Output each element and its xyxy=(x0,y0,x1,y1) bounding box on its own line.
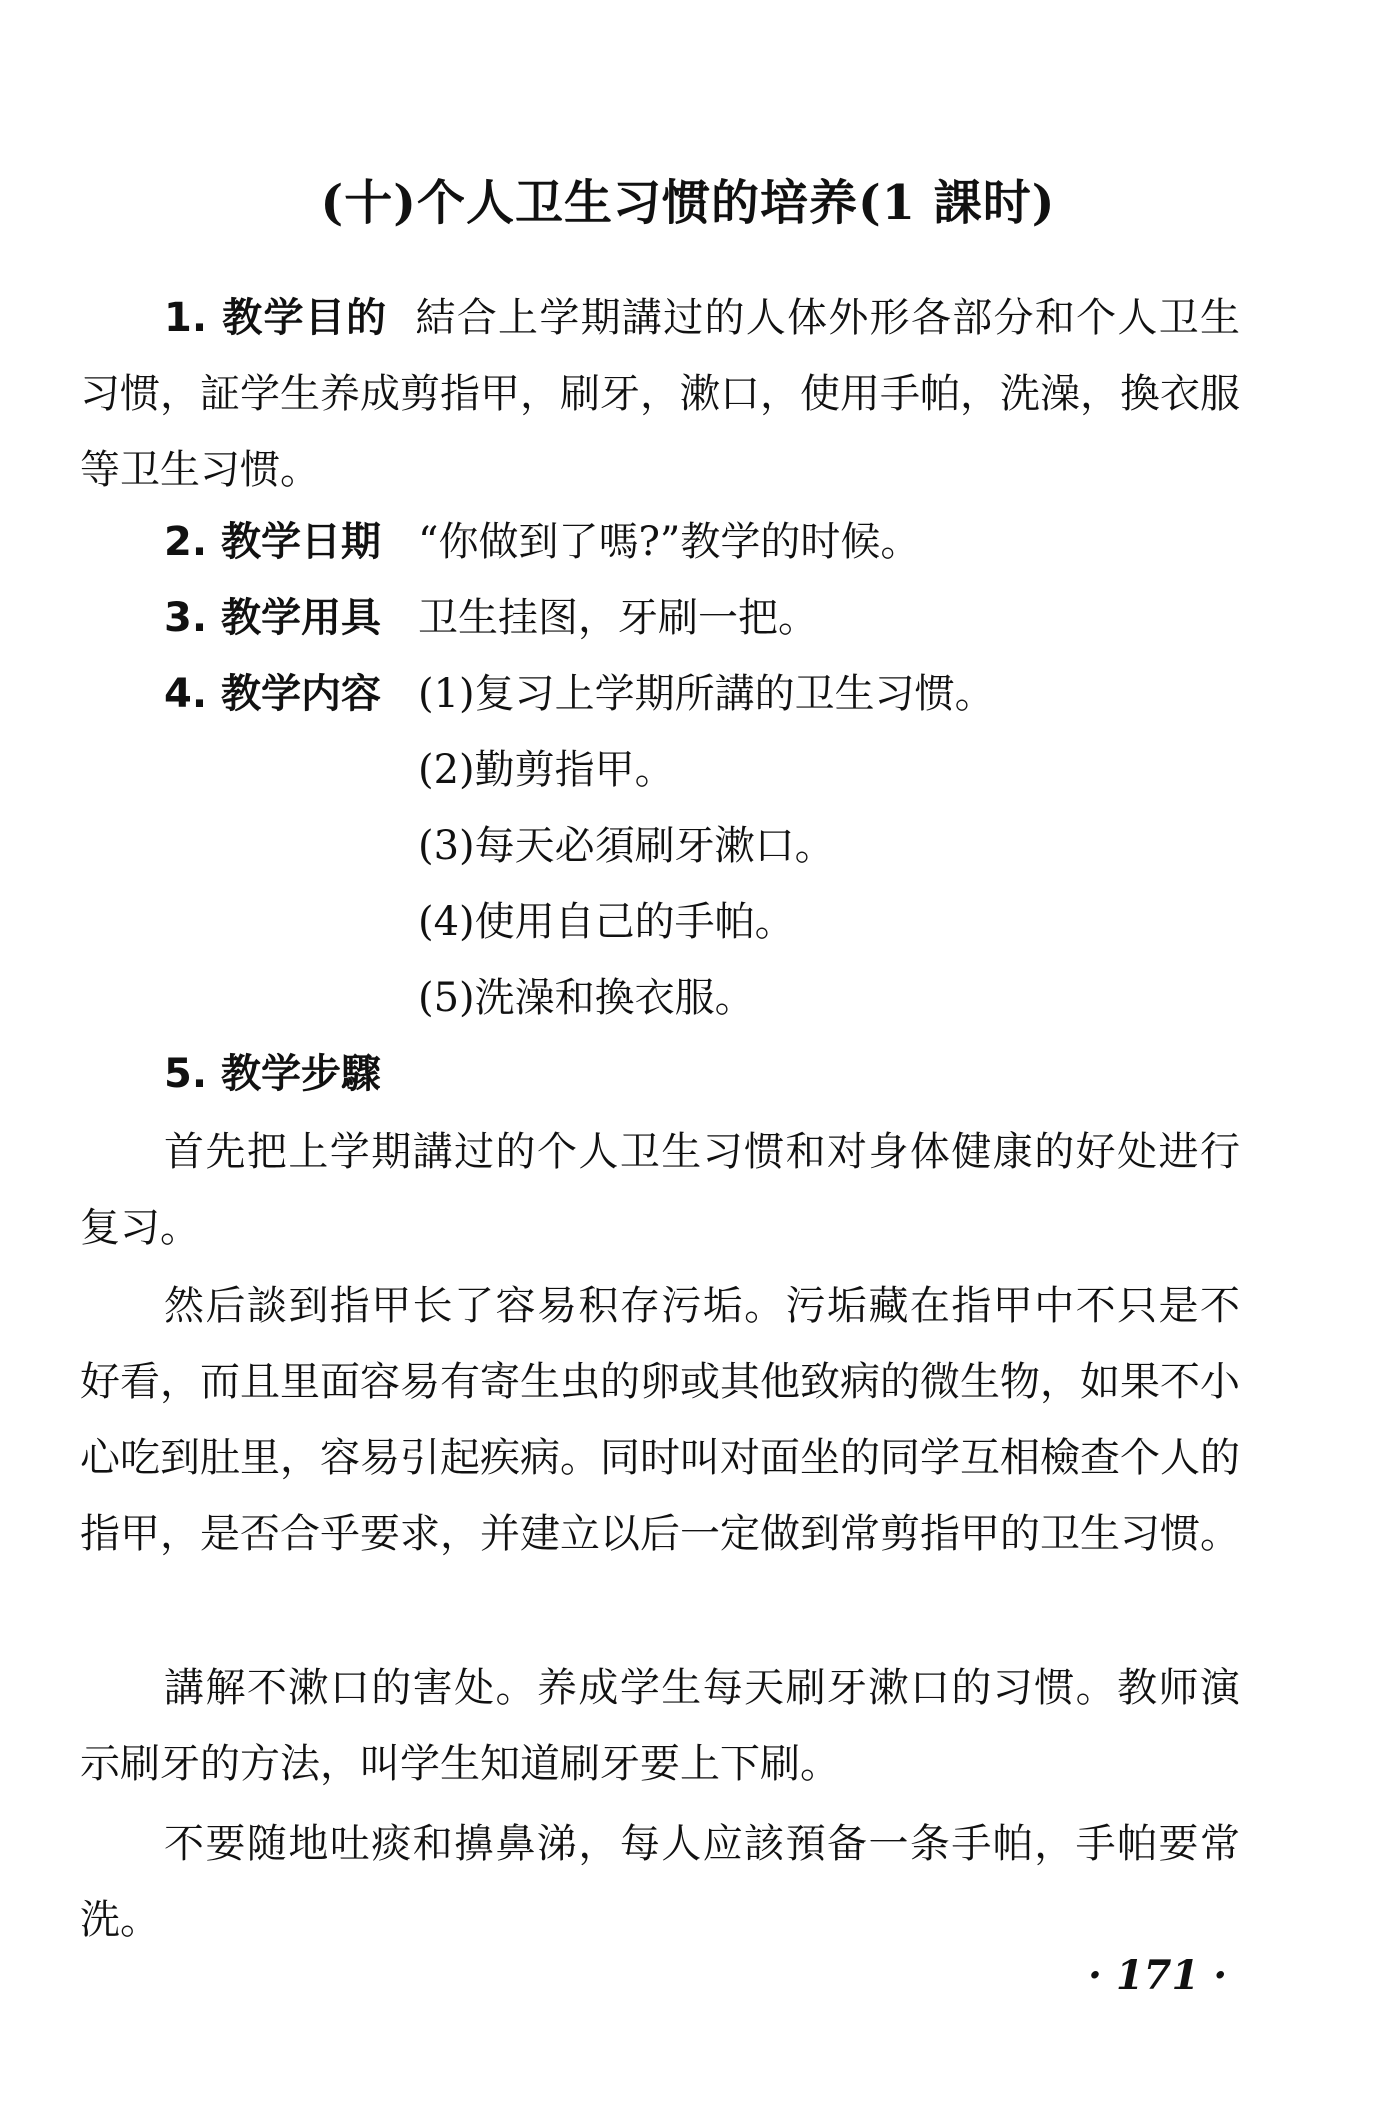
teaching-date xyxy=(164,512,920,572)
paragraph: 不要随地吐痰和擤鼻涕，每人应該預备一条手帕，手帕要常洗。 xyxy=(80,1821,1240,1943)
content-item: (4)使用自己的手帕。 xyxy=(418,899,795,945)
teaching-date-text: “你做到了嗎?”教学的时候。 xyxy=(418,519,921,565)
teaching-tools-text: 卫生挂图，牙刷一把。 xyxy=(418,595,818,641)
teaching-date-label: 2. 教学日期 xyxy=(164,519,381,565)
content-item: (2)勤剪指甲。 xyxy=(418,747,675,793)
teaching-content xyxy=(164,664,418,724)
teaching-tools-label: 3. 教学用具 xyxy=(164,595,381,641)
teaching-objective-text: 結合上学期講过的人体外形各部分和个人卫生习惯，証学生养成剪指甲，刷牙，漱口，使用手帕，洗澡，換衣服等卫生习惯。 xyxy=(80,295,1240,493)
teaching-steps xyxy=(164,1044,418,1104)
teaching-objective-label: 1. 教学目的 xyxy=(164,295,388,341)
paragraph: 首先把上学期講过的个人卫生习惯和对身体健康的好处进行复习。 xyxy=(80,1129,1240,1251)
page-number: · 171 · xyxy=(1088,1952,1228,1999)
teaching-objective xyxy=(80,280,1240,508)
section-title: (十)个人卫生习惯的培养(1 課时) xyxy=(320,175,1056,231)
paragraph: 然后談到指甲长了容易积存污垢。污垢藏在指甲中不只是不好看，而且里面容易有寄生虫的卵或其他致病的微生物，如果不小心吃到肚里，容易引起疾病。同时叫对面坐的同学互相檢查个人的指甲，是否合乎要求，并建立以后一定做到常剪指甲的卫生习惯。 xyxy=(80,1283,1240,1557)
teaching-steps-label: 5. 教学步驟 xyxy=(164,1051,381,1097)
content-item: (3)每天必須刷牙漱口。 xyxy=(418,823,835,869)
content-item: (5)洗澡和換衣服。 xyxy=(418,975,755,1021)
teaching-tools xyxy=(164,588,818,648)
paragraph: 講解不漱口的害处。养成学生每天刷牙漱口的习惯。教师演示刷牙的方法，叫学生知道刷牙要上下刷。 xyxy=(80,1665,1240,1787)
teaching-content-label: 4. 教学内容 xyxy=(164,671,381,717)
content-item: (1)复习上学期所講的卫生习惯。 xyxy=(418,671,995,717)
